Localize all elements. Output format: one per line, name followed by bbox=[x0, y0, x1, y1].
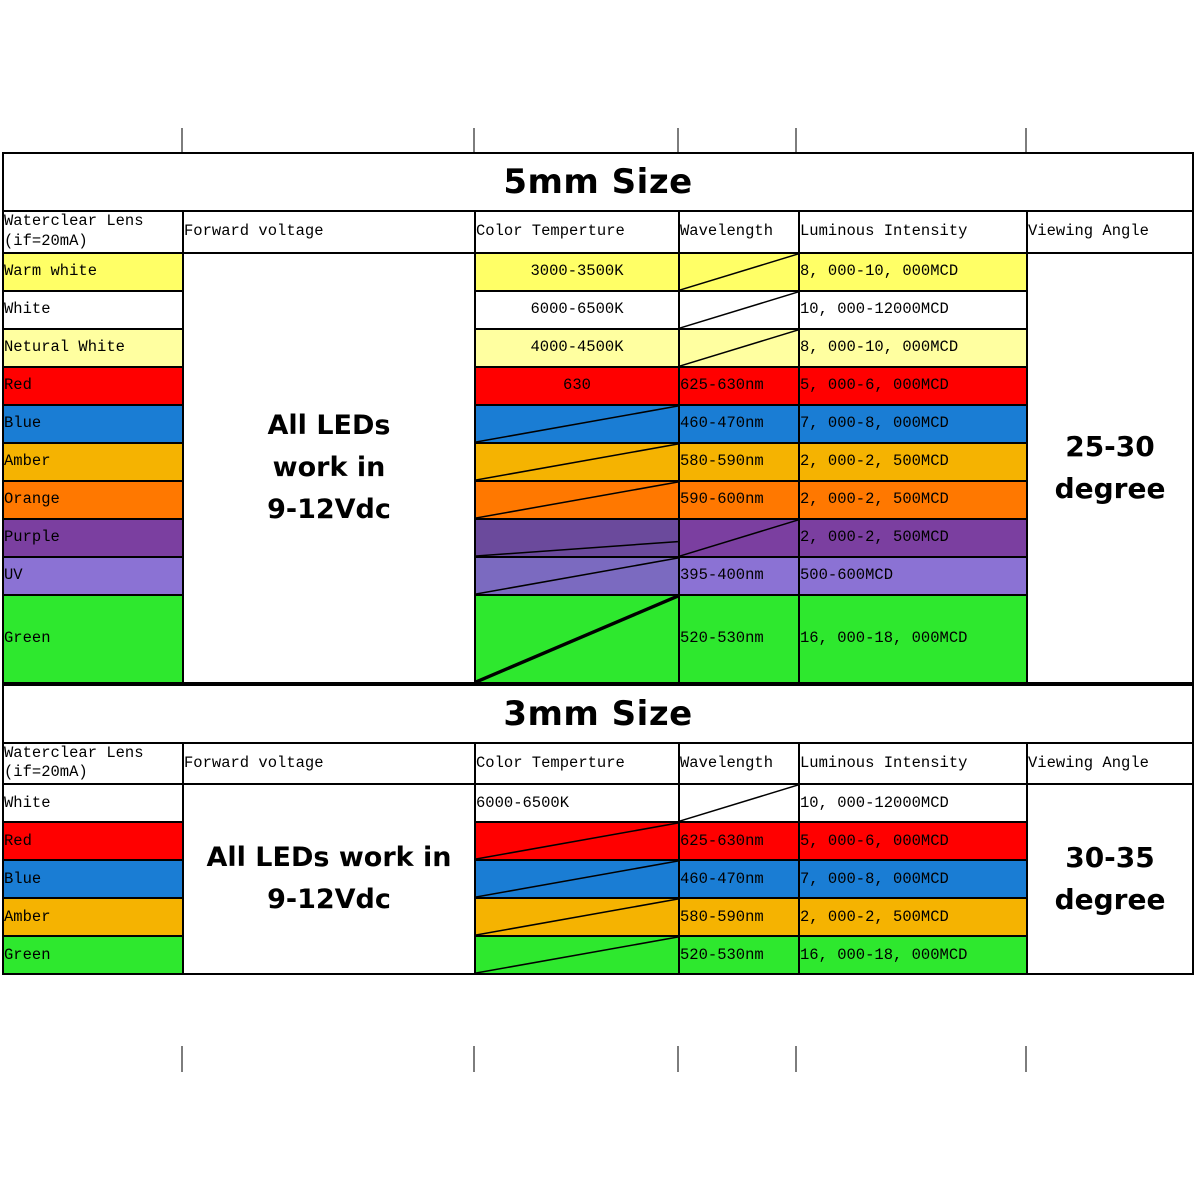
lens-color-cell: Amber bbox=[3, 443, 183, 481]
column-tick-mark bbox=[795, 1046, 797, 1072]
table-row bbox=[3, 936, 1193, 974]
column-header-color-temperature: Color Temperture bbox=[475, 211, 679, 253]
lens-color-cell: Green bbox=[3, 595, 183, 683]
column-header-forward-voltage: Forward voltage bbox=[183, 743, 475, 785]
wavelength-cell-empty bbox=[679, 291, 799, 329]
column-tick-mark bbox=[795, 128, 797, 154]
column-header-luminous-intensity: Luminous Intensity bbox=[799, 211, 1027, 253]
table-row bbox=[3, 367, 1193, 405]
wavelength-cell: 590-600nm bbox=[679, 481, 799, 519]
color-temperature-cell-empty bbox=[475, 557, 679, 595]
table-header-row bbox=[3, 743, 1193, 785]
luminous-intensity-cell: 5, 000-6, 000MCD bbox=[799, 822, 1027, 860]
wavelength-cell: 625-630nm bbox=[679, 822, 799, 860]
column-header-luminous-intensity: Luminous Intensity bbox=[799, 743, 1027, 785]
forward-voltage-cell-5mm bbox=[183, 253, 475, 683]
lens-color-cell: Purple bbox=[3, 519, 183, 557]
led-spec-sheet bbox=[2, 152, 1194, 975]
color-temperature-cell-empty bbox=[475, 822, 679, 860]
column-header-lens bbox=[3, 211, 183, 253]
table-row bbox=[3, 595, 1193, 683]
lens-color-cell: White bbox=[3, 784, 183, 822]
viewing-angle-line: 25-30 bbox=[1065, 429, 1155, 463]
color-temperature-cell-empty bbox=[475, 519, 679, 557]
color-temperature-cell-empty bbox=[475, 443, 679, 481]
table-row bbox=[3, 481, 1193, 519]
forward-voltage-line: work in bbox=[272, 451, 386, 483]
table-row bbox=[3, 519, 1193, 557]
luminous-intensity-cell: 10, 000-12000MCD bbox=[799, 784, 1027, 822]
column-tick-mark bbox=[473, 1046, 475, 1072]
luminous-intensity-cell: 2, 000-2, 500MCD bbox=[799, 519, 1027, 557]
column-header-lens-line1: Waterclear Lens bbox=[4, 743, 144, 762]
color-temperature-cell: 3000-3500K bbox=[475, 253, 679, 291]
wavelength-cell: 625-630nm bbox=[679, 367, 799, 405]
lens-color-cell: Green bbox=[3, 936, 183, 974]
wavelength-cell: 520-530nm bbox=[679, 936, 799, 974]
color-temperature-cell: 6000-6500K bbox=[475, 291, 679, 329]
wavelength-cell: 580-590nm bbox=[679, 898, 799, 936]
spec-table-5mm bbox=[2, 152, 1194, 684]
color-temperature-cell: 6000-6500K bbox=[475, 784, 679, 822]
wavelength-cell: 460-470nm bbox=[679, 860, 799, 898]
spec-table-3mm bbox=[2, 684, 1194, 976]
lens-color-cell: Red bbox=[3, 367, 183, 405]
column-tick-mark bbox=[181, 1046, 183, 1072]
lens-color-cell: Red bbox=[3, 822, 183, 860]
color-temperature-cell-empty bbox=[475, 860, 679, 898]
wavelength-cell: 460-470nm bbox=[679, 405, 799, 443]
table-banner-row bbox=[3, 685, 1193, 743]
viewing-angle-line: 30-35 bbox=[1065, 841, 1155, 875]
column-header-lens-line2: (if=20mA) bbox=[4, 763, 88, 782]
wavelength-cell-empty bbox=[679, 329, 799, 367]
luminous-intensity-cell: 16, 000-18, 000MCD bbox=[799, 595, 1027, 683]
column-tick-mark bbox=[677, 128, 679, 154]
luminous-intensity-cell: 5, 000-6, 000MCD bbox=[799, 367, 1027, 405]
section-title-3mm: 3mm Size bbox=[3, 685, 1193, 743]
column-header-lens-line1: Waterclear Lens bbox=[4, 212, 144, 230]
column-tick-mark bbox=[473, 128, 475, 154]
table-row bbox=[3, 443, 1193, 481]
luminous-intensity-cell: 7, 000-8, 000MCD bbox=[799, 405, 1027, 443]
column-header-wavelength: Wavelength bbox=[679, 743, 799, 785]
column-header-color-temperature: Color Temperture bbox=[475, 743, 679, 785]
lens-color-cell: Orange bbox=[3, 481, 183, 519]
table-row bbox=[3, 329, 1193, 367]
column-tick-mark bbox=[677, 1046, 679, 1072]
table-row bbox=[3, 822, 1193, 860]
forward-voltage-cell-3mm bbox=[183, 784, 475, 974]
color-temperature-cell: 4000-4500K bbox=[475, 329, 679, 367]
column-header-viewing-angle: Viewing Angle bbox=[1027, 743, 1193, 785]
lens-color-cell: Netural White bbox=[3, 329, 183, 367]
column-header-viewing-angle: Viewing Angle bbox=[1027, 211, 1193, 253]
wavelength-cell: 395-400nm bbox=[679, 557, 799, 595]
luminous-intensity-cell: 2, 000-2, 500MCD bbox=[799, 898, 1027, 936]
table-row bbox=[3, 784, 1193, 822]
table-row bbox=[3, 898, 1193, 936]
lens-color-cell: UV bbox=[3, 557, 183, 595]
forward-voltage-line: All LEDs bbox=[267, 409, 391, 441]
column-tick-mark bbox=[1025, 1046, 1027, 1072]
luminous-intensity-cell: 500-600MCD bbox=[799, 557, 1027, 595]
column-header-lens bbox=[3, 743, 183, 785]
color-temperature-cell-empty bbox=[475, 936, 679, 974]
table-row bbox=[3, 291, 1193, 329]
section-title-5mm: 5mm Size bbox=[3, 153, 1193, 211]
forward-voltage-line: 9-12Vdc bbox=[267, 884, 391, 916]
wavelength-cell: 580-590nm bbox=[679, 443, 799, 481]
lens-color-cell: Amber bbox=[3, 898, 183, 936]
forward-voltage-line: 9-12Vdc bbox=[267, 493, 391, 525]
table-row bbox=[3, 860, 1193, 898]
luminous-intensity-cell: 8, 000-10, 000MCD bbox=[799, 329, 1027, 367]
color-temperature-cell-empty bbox=[475, 595, 679, 683]
luminous-intensity-cell: 8, 000-10, 000MCD bbox=[799, 253, 1027, 291]
viewing-angle-line: degree bbox=[1054, 883, 1166, 917]
viewing-angle-cell-5mm bbox=[1027, 253, 1193, 683]
color-temperature-cell-empty bbox=[475, 898, 679, 936]
column-tick-mark bbox=[181, 128, 183, 154]
luminous-intensity-cell: 2, 000-2, 500MCD bbox=[799, 481, 1027, 519]
color-temperature-cell: 630 bbox=[475, 367, 679, 405]
table-header-row bbox=[3, 211, 1193, 253]
viewing-angle-line: degree bbox=[1054, 471, 1166, 505]
column-header-lens-line2: (if=20mA) bbox=[4, 231, 88, 250]
table-banner-row bbox=[3, 153, 1193, 211]
wavelength-cell: 520-530nm bbox=[679, 595, 799, 683]
luminous-intensity-cell: 2, 000-2, 500MCD bbox=[799, 443, 1027, 481]
lens-color-cell: Blue bbox=[3, 405, 183, 443]
wavelength-cell-empty bbox=[679, 253, 799, 291]
forward-voltage-line: All LEDs work in bbox=[206, 842, 452, 874]
luminous-intensity-cell: 16, 000-18, 000MCD bbox=[799, 936, 1027, 974]
column-header-forward-voltage: Forward voltage bbox=[183, 211, 475, 253]
color-temperature-cell-empty bbox=[475, 405, 679, 443]
column-header-wavelength: Wavelength bbox=[679, 211, 799, 253]
luminous-intensity-cell: 7, 000-8, 000MCD bbox=[799, 860, 1027, 898]
table-row bbox=[3, 557, 1193, 595]
color-temperature-cell-empty bbox=[475, 481, 679, 519]
table-row bbox=[3, 405, 1193, 443]
table-row bbox=[3, 253, 1193, 291]
column-tick-mark bbox=[1025, 128, 1027, 154]
wavelength-cell-empty bbox=[679, 519, 799, 557]
luminous-intensity-cell: 10, 000-12000MCD bbox=[799, 291, 1027, 329]
wavelength-cell-empty bbox=[679, 784, 799, 822]
lens-color-cell: Warm white bbox=[3, 253, 183, 291]
lens-color-cell: White bbox=[3, 291, 183, 329]
viewing-angle-cell-3mm bbox=[1027, 784, 1193, 974]
lens-color-cell: Blue bbox=[3, 860, 183, 898]
